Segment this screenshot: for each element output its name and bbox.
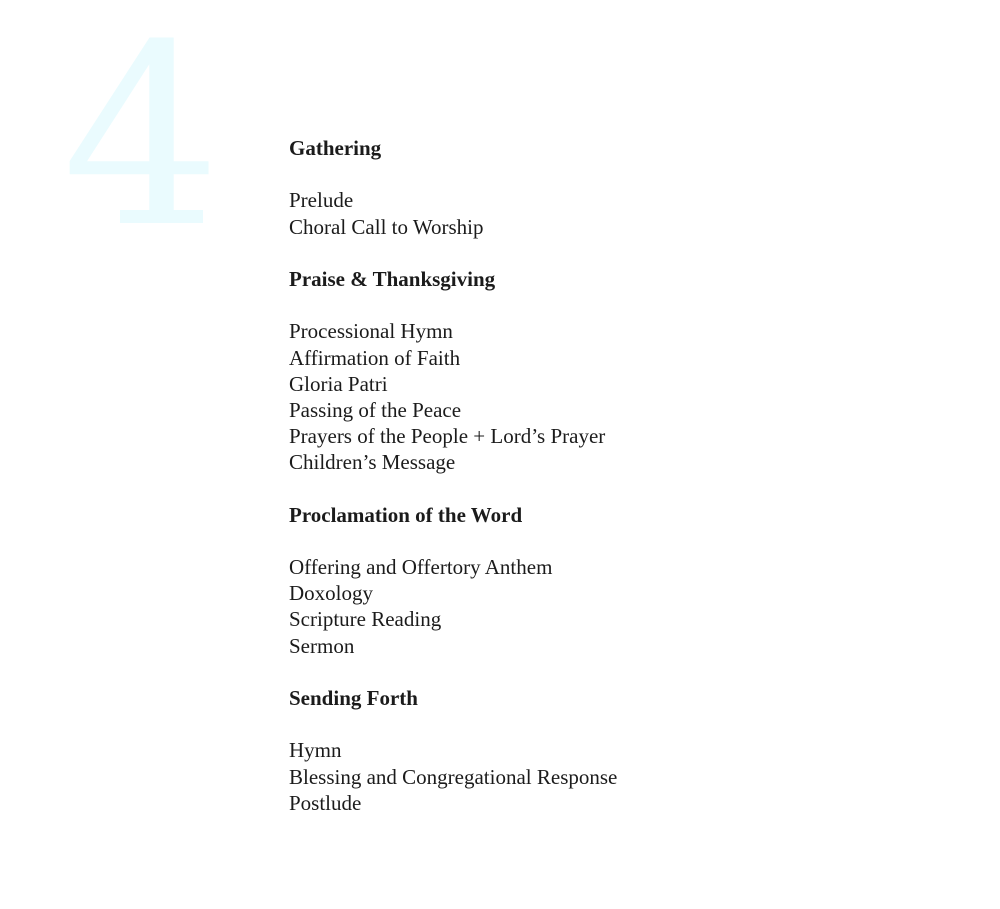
program-item: Processional Hymn — [289, 319, 453, 344]
page-number: 4 — [62, 0, 222, 282]
section-heading: Proclamation of the Word — [289, 502, 523, 527]
program-item: Hymn — [289, 738, 342, 763]
section-gathering — [289, 135, 849, 240]
section-heading: Gathering — [289, 136, 382, 160]
program-item: Doxology — [289, 581, 373, 606]
program-item: Scripture Reading — [289, 607, 442, 632]
program-item: Children’s Message — [289, 450, 456, 475]
section-sending-forth — [289, 685, 849, 816]
program-item: Postlude — [289, 790, 362, 815]
order-of-worship — [289, 135, 849, 842]
section-heading: Sending Forth — [289, 685, 418, 710]
program-item: Offering and Offertory Anthem — [289, 555, 553, 579]
program-item: Blessing and Congregational Response — [289, 764, 618, 789]
program-item: Gloria Patri — [289, 371, 388, 396]
program-item: Prelude — [289, 188, 354, 213]
section-heading: Praise & Thanksgiving — [289, 266, 496, 291]
program-item: Passing of the Peace — [289, 397, 462, 422]
program-item: Sermon — [289, 633, 355, 658]
section-proclamation — [289, 502, 849, 659]
section-praise-thanksgiving — [289, 266, 849, 476]
program-item: Affirmation of Faith — [289, 345, 461, 370]
program-item: Choral Call to Worship — [289, 214, 484, 239]
program-item: Prayers of the People + Lord’s Prayer — [289, 424, 606, 449]
